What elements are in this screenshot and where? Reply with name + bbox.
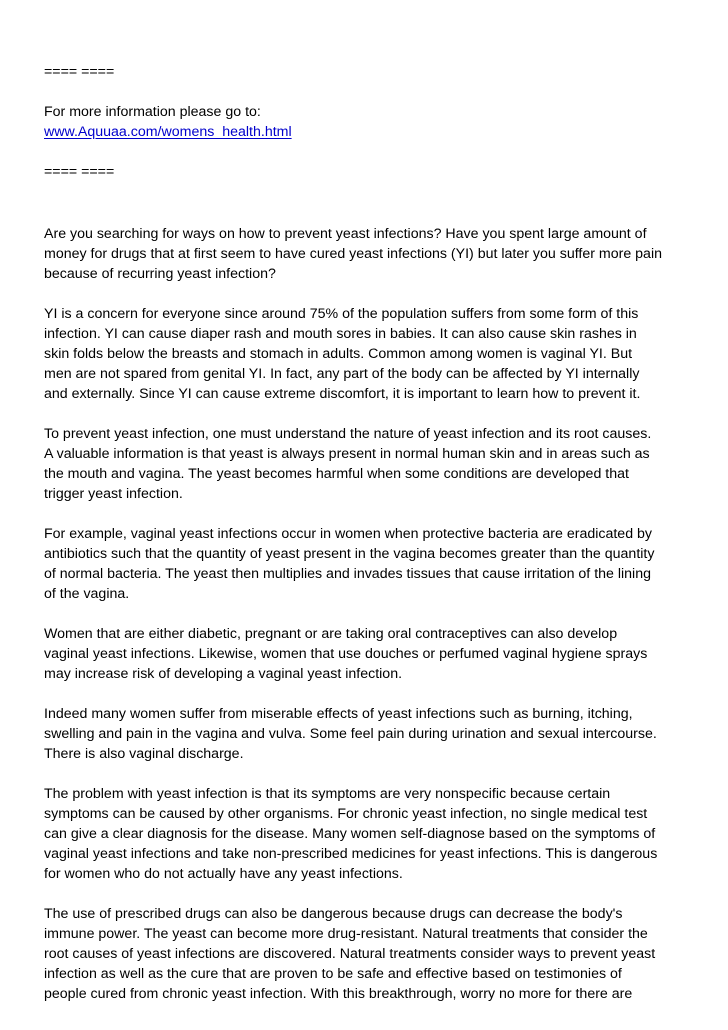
separator-top: ==== ==== <box>44 64 115 80</box>
paragraph-line: There is also vaginal discharge. <box>44 746 244 762</box>
info-block <box>44 102 694 142</box>
paragraph-line: symptoms can be caused by other organisms. For chronic yeast infection, no single medical test <box>44 806 648 822</box>
article-body <box>44 224 694 1004</box>
paragraph-line: The use of prescribed drugs can also be dangerous because drugs can decrease the body's <box>44 906 623 922</box>
paragraph-line: swelling and pain in the vagina and vulva. Some feel pain during urination and sexual intercourse. <box>44 726 657 742</box>
document-page <box>44 62 694 1024</box>
paragraph-line: YI is a concern for everyone since around 75% of the population suffers from some form of this <box>44 306 639 322</box>
paragraph <box>44 424 694 504</box>
paragraph-line: people cured from chronic yeast infection. With this breakthrough, worry no more for there are <box>44 986 633 1002</box>
paragraph-line: Are you searching for ways on how to prevent yeast infections? Have you spent large amount of <box>44 226 647 242</box>
paragraph-line: Indeed many women suffer from miserable effects of yeast infections such as burning, itching, <box>44 706 633 722</box>
spacer <box>44 182 694 224</box>
paragraph <box>44 784 694 884</box>
paragraph-line: the mouth and vagina. The yeast becomes harmful when some conditions are developed that <box>44 466 629 482</box>
info-link[interactable]: www.Aquuaa.com/womens_health.html <box>44 124 292 140</box>
paragraph-line: of normal bacteria. The yeast then multiplies and invades tissues that cause irritation of the lining <box>44 566 651 582</box>
paragraph-line: because of recurring yeast infection? <box>44 266 276 282</box>
paragraph <box>44 524 694 604</box>
paragraph-line: men are not spared from genital YI. In fact, any part of the body can be affected by YI internally <box>44 366 640 382</box>
paragraph-line: The problem with yeast infection is that its symptoms are very nonspecific because certain <box>44 786 611 802</box>
paragraph-line: vaginal yeast infections. Likewise, women that use douches or perfumed vaginal hygiene sprays <box>44 646 648 662</box>
spacer <box>44 82 694 102</box>
paragraph-line: vaginal yeast infections and take non-prescribed medicines for yeast infections. This is dangerous <box>44 846 658 862</box>
paragraph-line: Women that are either diabetic, pregnant or are taking oral contraceptives can also develop <box>44 626 618 642</box>
paragraph <box>44 904 694 1004</box>
paragraph-line: can give a clear diagnosis for the disease. Many women self-diagnose based on the symptoms of <box>44 826 656 842</box>
paragraph-line: To prevent yeast infection, one must understand the nature of yeast infection and its root causes. <box>44 426 652 442</box>
paragraph-line: skin folds below the breasts and stomach in adults. Common among women is vaginal YI. But <box>44 346 633 362</box>
paragraph-line: immune power. The yeast can become more drug-resistant. Natural treatments that consider the <box>44 926 648 942</box>
separator-bottom: ==== ==== <box>44 164 115 180</box>
paragraph-line: antibiotics such that the quantity of yeast present in the vagina becomes greater than the quantity <box>44 546 655 562</box>
paragraph <box>44 304 694 404</box>
paragraph-line: may increase risk of developing a vaginal yeast infection. <box>44 666 403 682</box>
paragraph-line: and externally. Since YI can cause extreme discomfort, it is important to learn how to prevent it. <box>44 386 641 402</box>
info-label: For more information please go to: <box>44 104 261 120</box>
paragraph <box>44 704 694 764</box>
paragraph <box>44 224 694 284</box>
paragraph-line: of the vagina. <box>44 586 130 602</box>
paragraph-line: For example, vaginal yeast infections occur in women when protective bacteria are eradicated by <box>44 526 653 542</box>
paragraph-line: infection. YI can cause diaper rash and mouth sores in babies. It can also cause skin rashes in <box>44 326 637 342</box>
info-link-line <box>44 122 694 142</box>
paragraph <box>44 624 694 684</box>
paragraph-line: for women who do not actually have any yeast infections. <box>44 866 403 882</box>
paragraph-line: money for drugs that at first seem to have cured yeast infections (YI) but later you suffer more pain <box>44 246 662 262</box>
paragraph-line: A valuable information is that yeast is always present in normal human skin and in areas such as <box>44 446 650 462</box>
paragraph-line: root causes of yeast infections are discovered. Natural treatments consider ways to prevent yeast <box>44 946 656 962</box>
spacer <box>44 142 694 162</box>
paragraph-line: infection as well as the cure that are proven to be safe and effective based on testimonies of <box>44 966 622 982</box>
paragraph-line: trigger yeast infection. <box>44 486 183 502</box>
